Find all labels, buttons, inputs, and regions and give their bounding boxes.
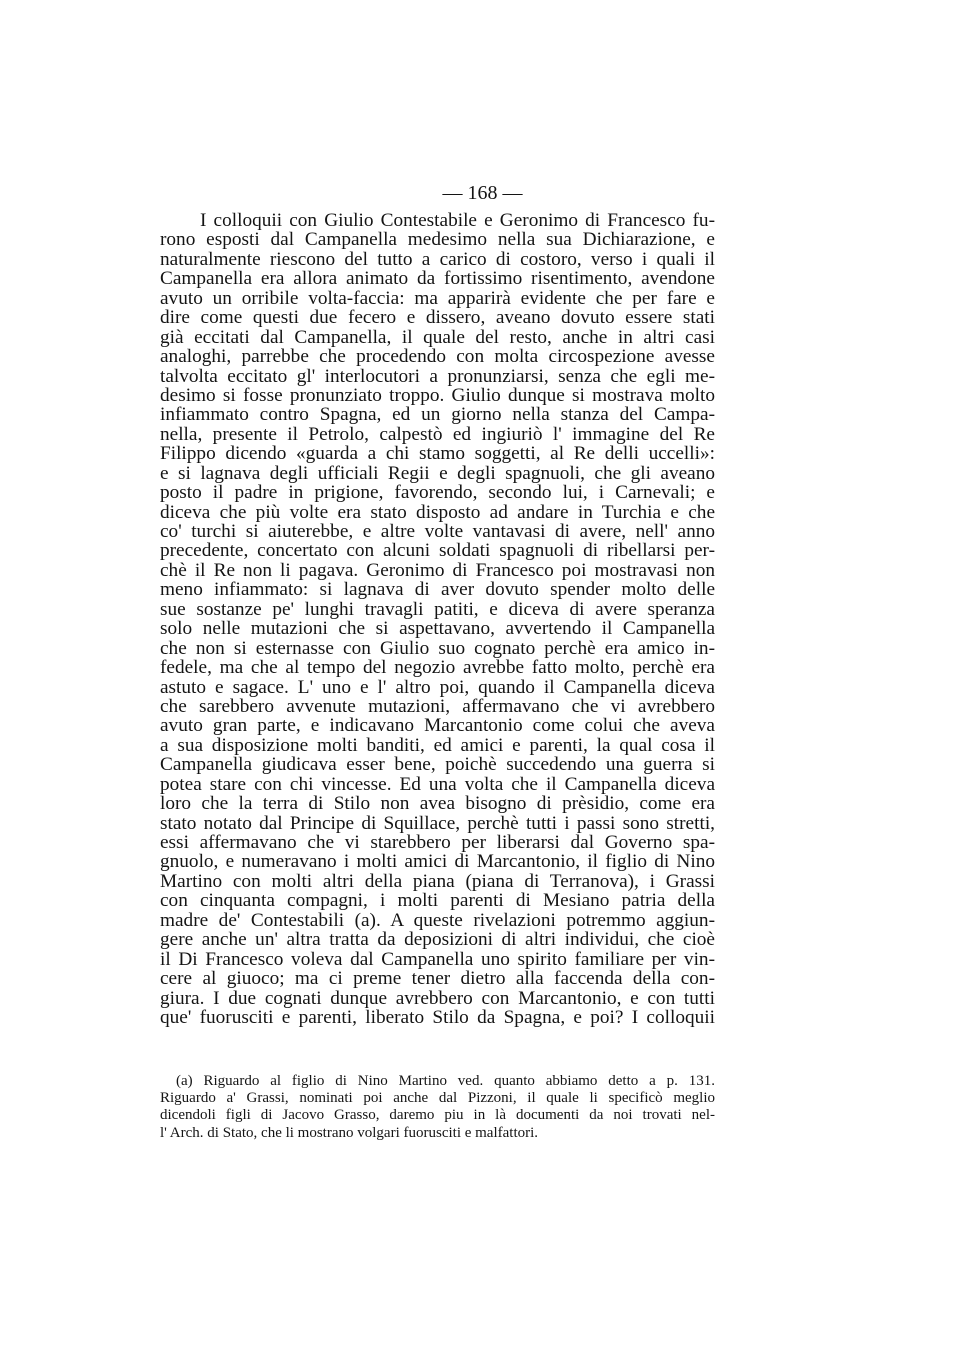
body-line: Martino con molti altri della piana (piana di Terranova), i Grassi: [160, 870, 715, 892]
footnote-line: l' Arch. di Stato, che li mostrano volgari fuorusciti e malfattori.: [160, 1124, 539, 1141]
footnotes: [160, 1073, 715, 1142]
body-line: essi affermavano che vi starebbero per liberarsi dal Governo spa-: [160, 832, 715, 853]
body-line: que' fuorusciti e parenti, liberato Stilo da Spagna, e poi? I colloquii: [160, 1006, 715, 1028]
body-line: già eccitati dal Campanella, il quale del resto, anche in altri casi: [160, 326, 715, 348]
body-line: potea stare con chi vincesse. Ed una volta che il Campanella diceva: [160, 773, 715, 795]
body-line: a sua disposizione molti banditi, ed amici e parenti, la qual cosa il: [160, 734, 715, 756]
body-line: madre de' Contestabili (a). A queste rivelazioni potremmo aggiun-: [160, 909, 715, 931]
body-line: giura. I due cognati dunque avrebbero con Marcantonio, e con tutti: [160, 987, 715, 1009]
footnote-line: (a) Riguardo al figlio di Nino Martino ved. quanto abbiamo detto a p. 131.: [176, 1073, 715, 1089]
body-line: desimo si fosse pronunziato troppo. Giulio dunque si mostrava molto: [160, 384, 715, 406]
body-line: infiammato contro Spagna, ed un giorno nella stanza del Campa-: [160, 404, 715, 426]
body-line: Campanella giudicava esser bene, poichè succedendo una guerra si: [160, 754, 715, 776]
body-line: astuto e sagace. L' uno e l' altro poi, quando il Campanella diceva: [160, 676, 715, 698]
body-line: che sarebbero avvenute mutazioni, affermavano che vi avrebbero: [160, 695, 715, 717]
body-line: il Di Francesco voleva dal Campanella uno spirito familiare per vin-: [160, 948, 715, 970]
body-line: nella, presente il Petrolo, calpestò ed ingiuriò l' immagine del Re: [160, 423, 715, 445]
footnote-line: dicendoli figli di Jacovo Grasso, daremo piu in là documenti da noi trovati nel-: [160, 1107, 715, 1124]
body-line: loro che la terra di Stilo non avea bisogno di prèsidio, come era: [160, 793, 715, 815]
body-line: gnuolo, e numeravano i molti amici di Marcantonio, il figlio di Nino: [160, 851, 715, 873]
body-line: diceva che più volte era stato disposto ad andare in Turchia e che: [160, 501, 715, 523]
body-line: naturalmente riescono del tutto a carico di costoro, verso i quali il: [160, 248, 715, 270]
body-line: stato notato dal Principe di Squillace, perchè tutti i passi sono stretti,: [160, 812, 715, 834]
body-line: avuto gran parte, e indicavano Marcantonio come colui che aveva: [160, 715, 715, 737]
body-line: chè il Re non li pagava. Geronimo di Francesco poi mostravasi non: [160, 559, 715, 581]
body-line: fedele, ma che al tempo del negozio avrebbe fatto molto, perchè era: [160, 657, 715, 679]
body-line: sue sostanze pe' lunghi travagli patiti, e diceva di avere speranza: [160, 598, 715, 620]
body-line: talvolta eccitato gl' interlocutori a pronunziarsi, senza che egli me-: [160, 365, 715, 387]
body-line: rono esposti dal Campanella medesimo nella sua Dichiarazione, e: [160, 229, 715, 251]
body-line: meno infiammato: si lagnava di aver dovuto spender molto delle: [160, 579, 715, 601]
body-line: avuto un orribile volta-faccia: ma apparirà evidente che per fare e: [160, 287, 715, 309]
body-line: e si lagnava degli ufficiali Regii e degli spagnuoli, che gli aveano: [160, 462, 715, 484]
body-line: precedente, concertato con alcuni soldati spagnuoli di ribellarsi per-: [160, 540, 715, 562]
body-line: co' turchi si aiuterebbe, e altre volte vantavasi di avere, nell' anno: [160, 521, 715, 542]
body-line: con cinquanta compagni, i molti parenti di Mesiano patria della: [160, 890, 715, 912]
footnote-line: Riguardo a' Grassi, nominati poi anche dal Pizzoni, il quale li specificò meglio: [160, 1090, 715, 1107]
body-line: I colloquii con Giulio Contestabile e Geronimo di Francesco fu-: [200, 210, 715, 231]
body-line: Filippo dicendo «guarda a chi stamo soggetti, al Re delli uccelli»:: [160, 443, 715, 465]
body-line: cere al giuoco; ma ci preme tener dietro alla faccenda della con-: [160, 968, 715, 990]
body-text: [160, 211, 715, 1027]
body-line: analoghi, parrebbe che procedendo con molta circospezione avesse: [160, 346, 715, 368]
body-line: gere anche un' altra tratta da deposizioni di altri individui, che cioè: [160, 929, 715, 951]
body-line: posto il padre in prigione, favorendo, secondo lui, i Carnevali; e: [160, 482, 715, 504]
body-line: solo nelle mutazioni che si aspettavano, avvertendo il Campanella: [160, 618, 715, 640]
body-line: dire come questi due fecero e dissero, aveano dovuto essere stati: [160, 307, 715, 329]
body-line: che non si esternasse con Giulio suo cognato perchè era amico in-: [160, 637, 715, 659]
page-number: — 168 —: [442, 182, 523, 204]
body-line: Campanella era allora animato da fortissimo risentimento, avendone: [160, 268, 715, 290]
